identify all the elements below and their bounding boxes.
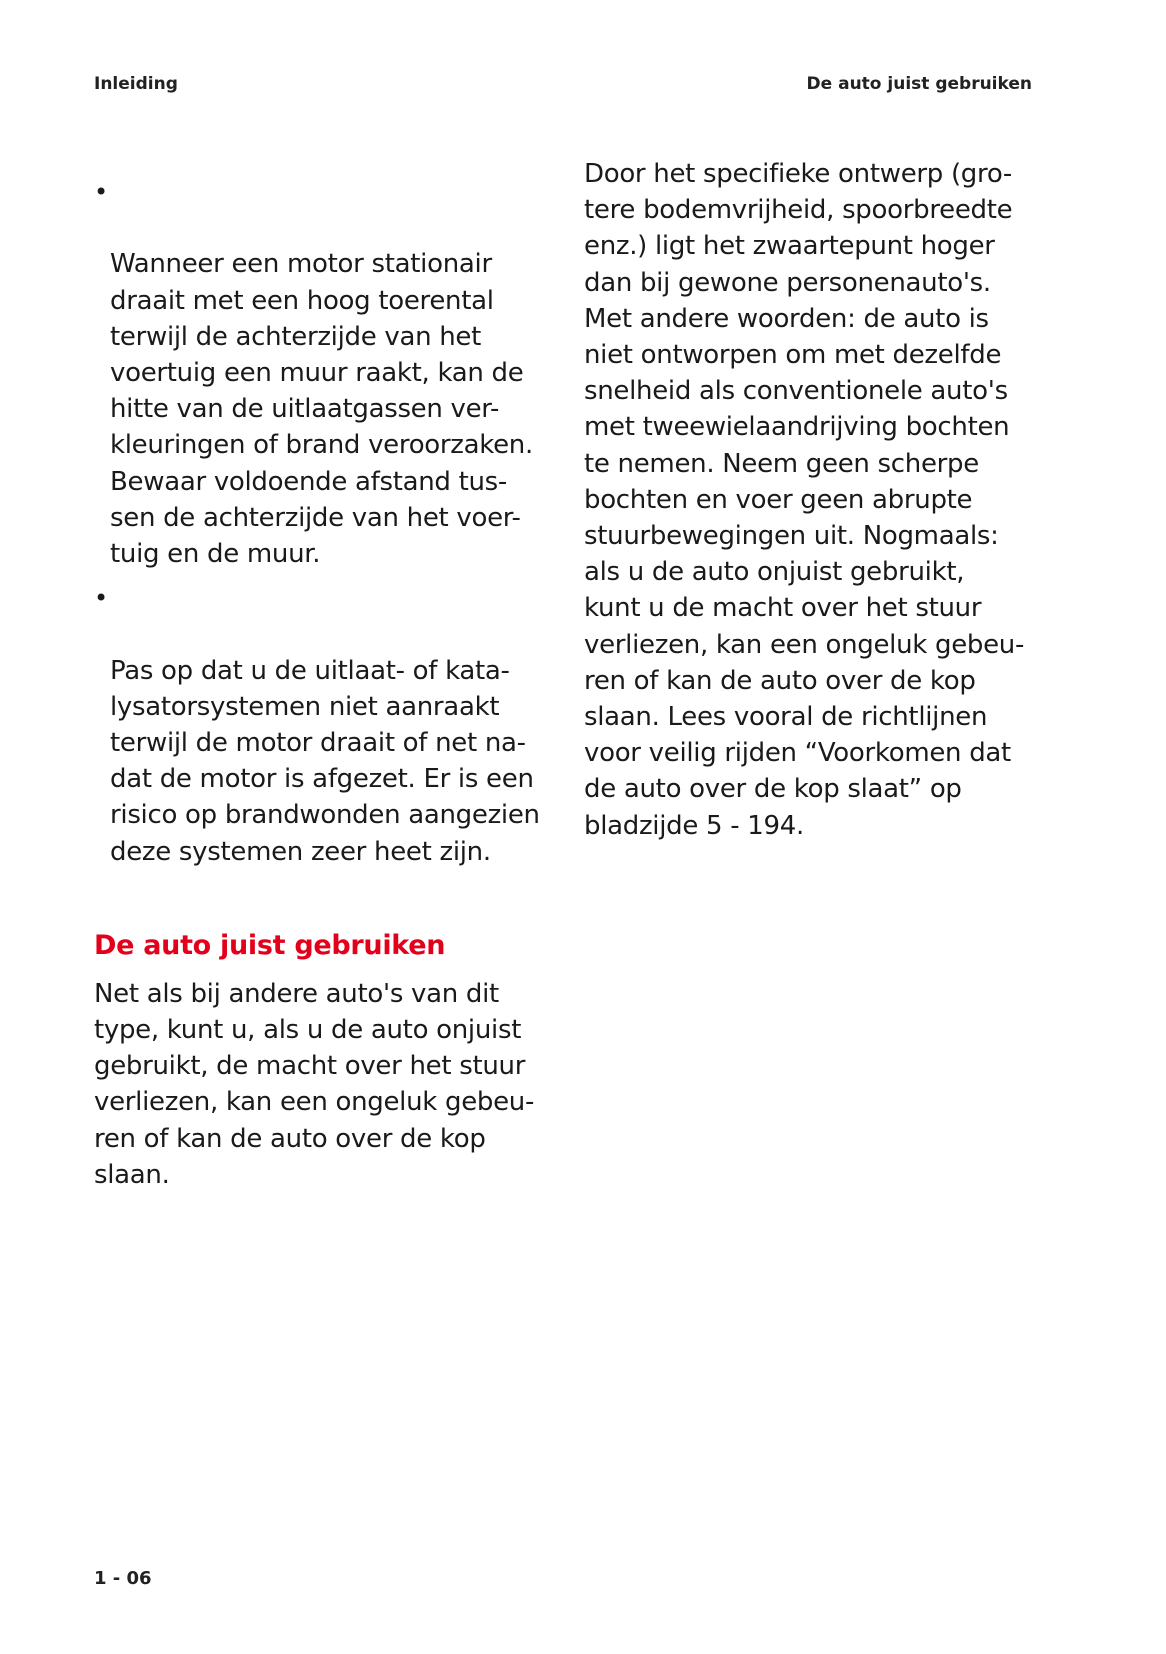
left-column <box>94 174 546 1193</box>
body-paragraph: Door het specifieke ontwerp (gro- tere bodemvrijheid, spoorbreedte enz.) ligt het zwaartepunt hoger dan bij gewone personenauto's. Met andere woorden: de auto is niet ontworpen om met dezelfde snelheid als conventionele auto's met tweewielaandrijving bochten te nemen. Neem geen scherpe bochten en voer geen abrupte stuurbewegingen uit. Nogmaals: als u de auto onjuist gebruikt, kunt u de macht over het stuur verliezen, kan een ongeluk gebeu- ren of kan de auto over de kop slaan. Lees vooral de richtlijnen voor veilig rijden “Voorkomen dat de auto over de kop slaat” op bladzijde 5 - 194. <box>584 159 1025 841</box>
section-heading: De auto juist gebruiken <box>94 929 446 961</box>
bullet-item-burn-risk <box>94 580 546 870</box>
bullet-dot: • <box>94 178 108 206</box>
bullet-item-exhaust-heat <box>94 174 546 572</box>
right-column <box>584 156 1036 844</box>
page-number: 1 - 06 <box>94 1568 152 1589</box>
bullet-text: Wanneer een motor stationair draait met een hoog toerental terwijl de achterzijde van het voertuig een muur raakt, kan de hitte van de uitlaatgassen ver- kleuringen of brand veroorzaken. Bewaar voldoende afstand tus- sen de achterzijde van het voer- tuig en de muur. <box>110 249 533 570</box>
bullet-text: Pas op dat u de uitlaat- of kata- lysatorsystemen niet aanraakt terwijl de motor draait of net na- dat de motor is afgezet. Er is een risico op brandwonden aangezien deze systemen zeer heet zijn. <box>110 655 540 867</box>
running-header <box>94 74 1032 104</box>
intro-paragraph: Net als bij andere auto's van dit type, kunt u, als u de auto onjuist gebruikt, de macht over het stuur verliezen, kan een ongeluk gebeu- ren of kan de auto over de kop slaan. <box>94 978 535 1190</box>
header-chapter-title: Inleiding <box>94 74 178 94</box>
bullet-dot: • <box>94 584 108 613</box>
header-section-title: De auto juist gebruiken <box>806 74 1032 94</box>
